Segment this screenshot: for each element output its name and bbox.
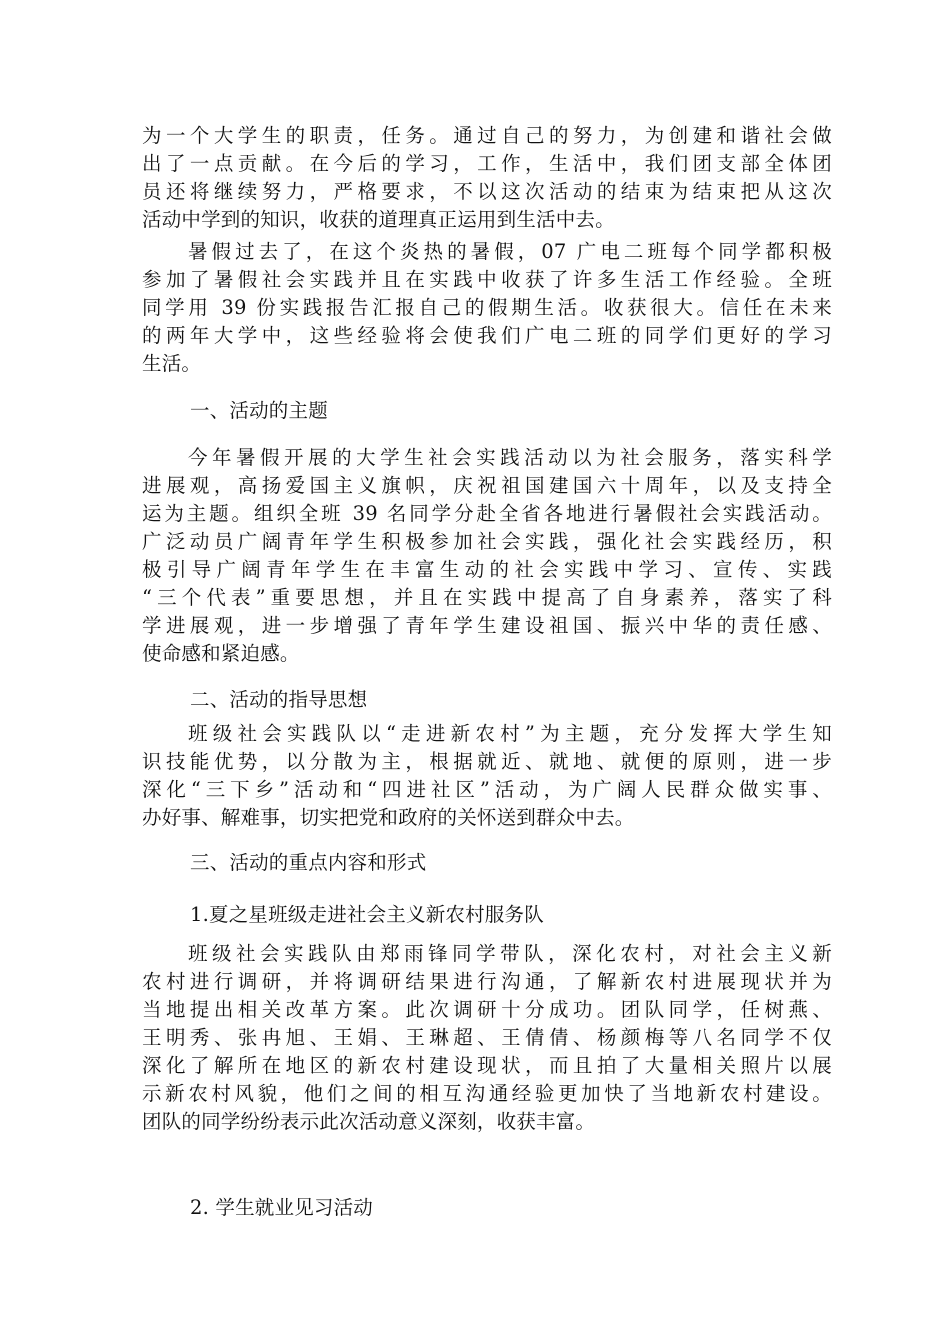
text-line: 出了一点贡献。在今后的学习，工作，生活中，我们团支部全体团 (142, 152, 832, 175)
paragraph-conclusion (142, 122, 832, 234)
text-line: “三个代表”重要思想，并且在实践中提高了自身素养，落实了科 (142, 586, 832, 609)
text-line: 的两年大学中，这些经验将会使我们广电二班的同学们更好的学习 (142, 324, 832, 347)
text-line: 示新农村风貌，他们之间的相互沟通经验更加快了当地新农村建设。 (142, 1082, 832, 1105)
text-line: 为一个大学生的职责，任务。通过自己的努力，为创建和谐社会做 (142, 124, 832, 147)
section-heading-theme: 一、活动的主题 (190, 399, 328, 422)
text-line: 使命感和紧迫感。 (142, 642, 300, 665)
text-line: 班级社会实践队以“走进新农村”为主题，充分发挥大学生知 (188, 722, 832, 745)
text-line: 识技能优势，以分散为主，根据就近、就地、就便的原则，进一步 (142, 750, 832, 773)
text-line: 今年暑假开展的大学生社会实践活动以为社会服务，落实科学 (188, 446, 832, 469)
text-line: 班级社会实践队由郑雨锋同学带队，深化农村，对社会主义新 (188, 942, 832, 965)
text-line: 农村进行调研，并将调研结果进行沟通，了解新农村进展现状并为 (142, 970, 832, 993)
text-line: 极引导广阔青年学生在丰富生动的社会实践中学习、宣传、实践 (142, 558, 832, 581)
text-line: 深化“三下乡”活动和“四进社区”活动，为广阔人民群众做实事、 (142, 778, 832, 801)
text-line: 暑假过去了，在这个炎热的暑假，07 广电二班每个同学都积极 (188, 240, 832, 263)
paragraph-theme (142, 444, 832, 668)
text-line: 广泛动员广阔青年学生积极参加社会实践，强化社会实践经历，积 (142, 530, 832, 553)
text-line: 办好事、解难事，切实把党和政府的关怀送到群众中去。 (142, 806, 635, 829)
paragraph-guiding-idea (142, 720, 832, 832)
text-line: 进展观，高扬爱国主义旗帜，庆祝祖国建国六十周年，以及支持全 (142, 474, 832, 497)
text-line: 参加了暑假社会实践并且在实践中收获了许多生活工作经验。全班 (142, 268, 832, 291)
paragraph-summary (142, 238, 832, 378)
section-heading-key-content: 三、活动的重点内容和形式 (190, 851, 427, 874)
subsection-heading-internship: 2. 学生就业见习活动 (190, 1196, 374, 1219)
text-line: 活动中学到的知识，收获的道理真正运用到生活中去。 (142, 208, 615, 231)
text-line: 学进展观，进一步增强了青年学生建设祖国、振兴中华的责任感、 (142, 614, 832, 637)
text-line: 团队的同学纷纷表示此次活动意义深刻，收获丰富。 (142, 1110, 596, 1133)
text-line: 生活。 (142, 352, 202, 375)
subsection-heading-service-team: 1.夏之星班级走进社会主义新农村服务队 (190, 903, 544, 926)
text-line: 同学用 39 份实践报告汇报自己的假期生活。收获很大。信任在未来 (142, 296, 832, 319)
text-line: 员还将继续努力，严格要求，不以这次活动的结束为结束把从这次 (142, 180, 832, 203)
section-heading-guiding-idea: 二、活动的指导思想 (190, 688, 368, 711)
paragraph-service-team (142, 940, 832, 1136)
text-line: 王明秀、张冉旭、王娟、王琳超、王倩倩、杨颜梅等八名同学不仅 (142, 1026, 832, 1049)
text-line: 深化了解所在地区的新农村建设现状，而且拍了大量相关照片以展 (142, 1054, 832, 1077)
text-line: 当地提出相关改革方案。此次调研十分成功。团队同学，任树燕、 (142, 998, 832, 1021)
text-line: 运为主题。组织全班 39 名同学分赴全省各地进行暑假社会实践活动。 (142, 502, 832, 525)
